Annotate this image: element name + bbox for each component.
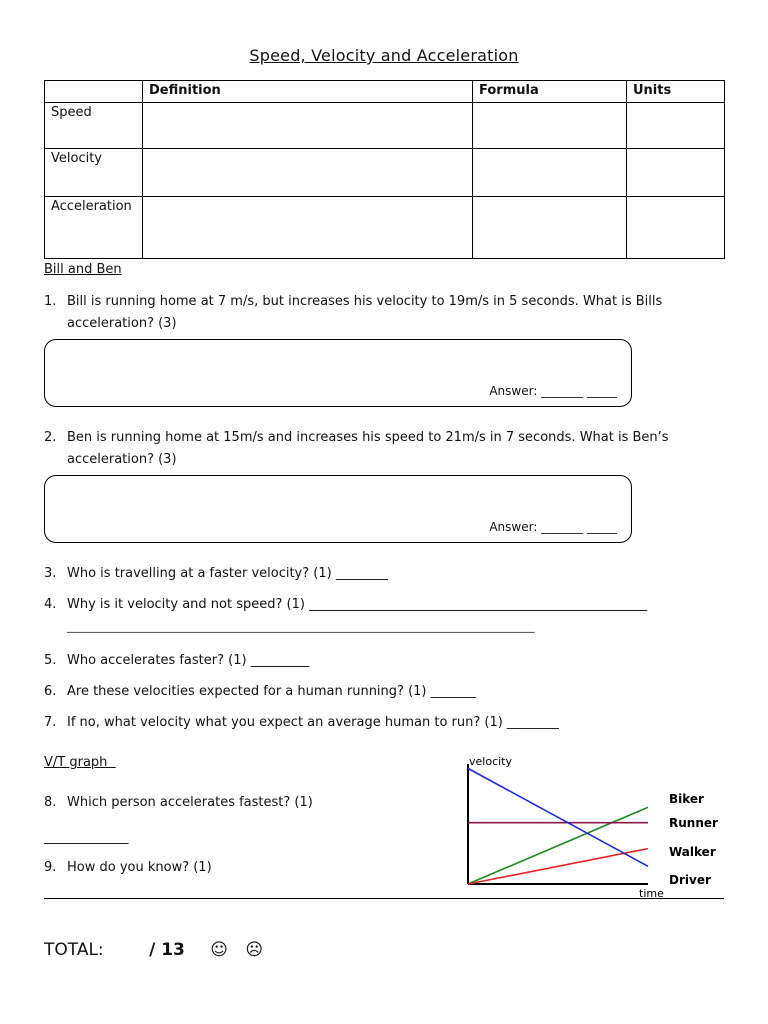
answer-box-1[interactable]	[44, 339, 632, 407]
question-4	[44, 594, 734, 638]
question-text: Who is travelling at a faster velocity? (1) ________	[67, 566, 388, 581]
question-number: 7.	[44, 715, 57, 730]
frowny-icon: ☹	[245, 940, 264, 960]
y-axis-label: velocity	[469, 755, 512, 768]
speed-formula-cell[interactable]	[473, 103, 627, 149]
question-text: Bill is running home at 7 m/s, but increases his velocity to 19m/s in 5 seconds. What is Bills	[67, 294, 663, 309]
series-label-runner: Runner	[669, 816, 718, 830]
question-number: 2.	[44, 430, 57, 445]
definitions-table	[44, 80, 725, 259]
answer-line[interactable]: _____________	[44, 830, 129, 845]
question-1	[44, 291, 734, 335]
question-text: Ben is running home at 15m/s and increases his speed to 21m/s in 7 seconds. What is Ben’s	[67, 430, 669, 445]
question-number: 1.	[44, 294, 57, 309]
total-out-of: / 13	[149, 940, 185, 960]
row-label-velocity: Velocity	[45, 149, 143, 197]
table-header-cell	[45, 81, 143, 103]
table-row	[45, 103, 725, 149]
question-6	[44, 681, 734, 703]
question-5	[44, 650, 734, 672]
section-heading-bill-and-ben: Bill and Ben	[44, 262, 122, 277]
divider	[44, 898, 724, 899]
question-text: acceleration? (3)	[67, 452, 177, 467]
acceleration-units-cell[interactable]	[627, 197, 725, 259]
question-number: 6.	[44, 684, 57, 699]
acceleration-formula-cell[interactable]	[473, 197, 627, 259]
question-number: 8.	[44, 795, 57, 810]
question-number: 3.	[44, 566, 57, 581]
answer-box-2[interactable]	[44, 475, 632, 543]
question-text: Which person accelerates fastest? (1)	[67, 795, 313, 810]
table-header-cell: Units	[627, 81, 725, 103]
table-header-cell: Definition	[143, 81, 473, 103]
velocity-units-cell[interactable]	[627, 149, 725, 197]
total-label: TOTAL:	[44, 940, 104, 960]
series-label-biker: Biker	[669, 792, 704, 806]
question-text: Are these velocities expected for a human running? (1) _______	[67, 684, 477, 699]
question-2	[44, 427, 734, 471]
question-text: Why is it velocity and not speed? (1) ____________________________________________________	[67, 597, 648, 612]
smiley-icon: ☺	[210, 940, 229, 960]
x-axis-label: time	[639, 887, 664, 900]
table-header-cell: Formula	[473, 81, 627, 103]
series-label-walker: Walker	[669, 845, 716, 859]
velocity-definition-cell[interactable]	[143, 149, 473, 197]
table-row	[45, 197, 725, 259]
question-7	[44, 712, 734, 734]
row-label-speed: Speed	[45, 103, 143, 149]
question-text: How do you know? (1)	[67, 860, 212, 875]
table-header-row	[45, 81, 725, 103]
question-number: 5.	[44, 653, 57, 668]
series-line-walker	[468, 849, 648, 884]
answer-label: Answer: _______ _____	[489, 384, 617, 398]
question-number: 9.	[44, 860, 57, 875]
table-row	[45, 149, 725, 197]
question-9	[44, 857, 444, 879]
question-3	[44, 563, 734, 585]
series-label-driver: Driver	[669, 873, 711, 887]
section-heading-vt-graph: V/T graph	[44, 755, 116, 770]
page-title: Speed, Velocity and Acceleration	[249, 46, 519, 65]
question-text: acceleration? (3)	[67, 316, 177, 331]
total-score	[44, 940, 263, 960]
question-text: Who accelerates faster? (1) _________	[67, 653, 310, 668]
question-8	[44, 792, 444, 814]
vt-graph-chart	[455, 750, 725, 902]
speed-definition-cell[interactable]	[143, 103, 473, 149]
series-line-biker	[468, 807, 648, 884]
answer-line[interactable]: _____________________________________________________________________________________	[67, 620, 535, 633]
question-text: If no, what velocity what you expect an average human to run? (1) ________	[67, 715, 559, 730]
series-line-driver	[468, 768, 648, 866]
row-label-acceleration: Acceleration	[45, 197, 143, 259]
acceleration-definition-cell[interactable]	[143, 197, 473, 259]
question-number: 4.	[44, 597, 57, 612]
speed-units-cell[interactable]	[627, 103, 725, 149]
answer-label: Answer: _______ _____	[489, 520, 617, 534]
velocity-formula-cell[interactable]	[473, 149, 627, 197]
